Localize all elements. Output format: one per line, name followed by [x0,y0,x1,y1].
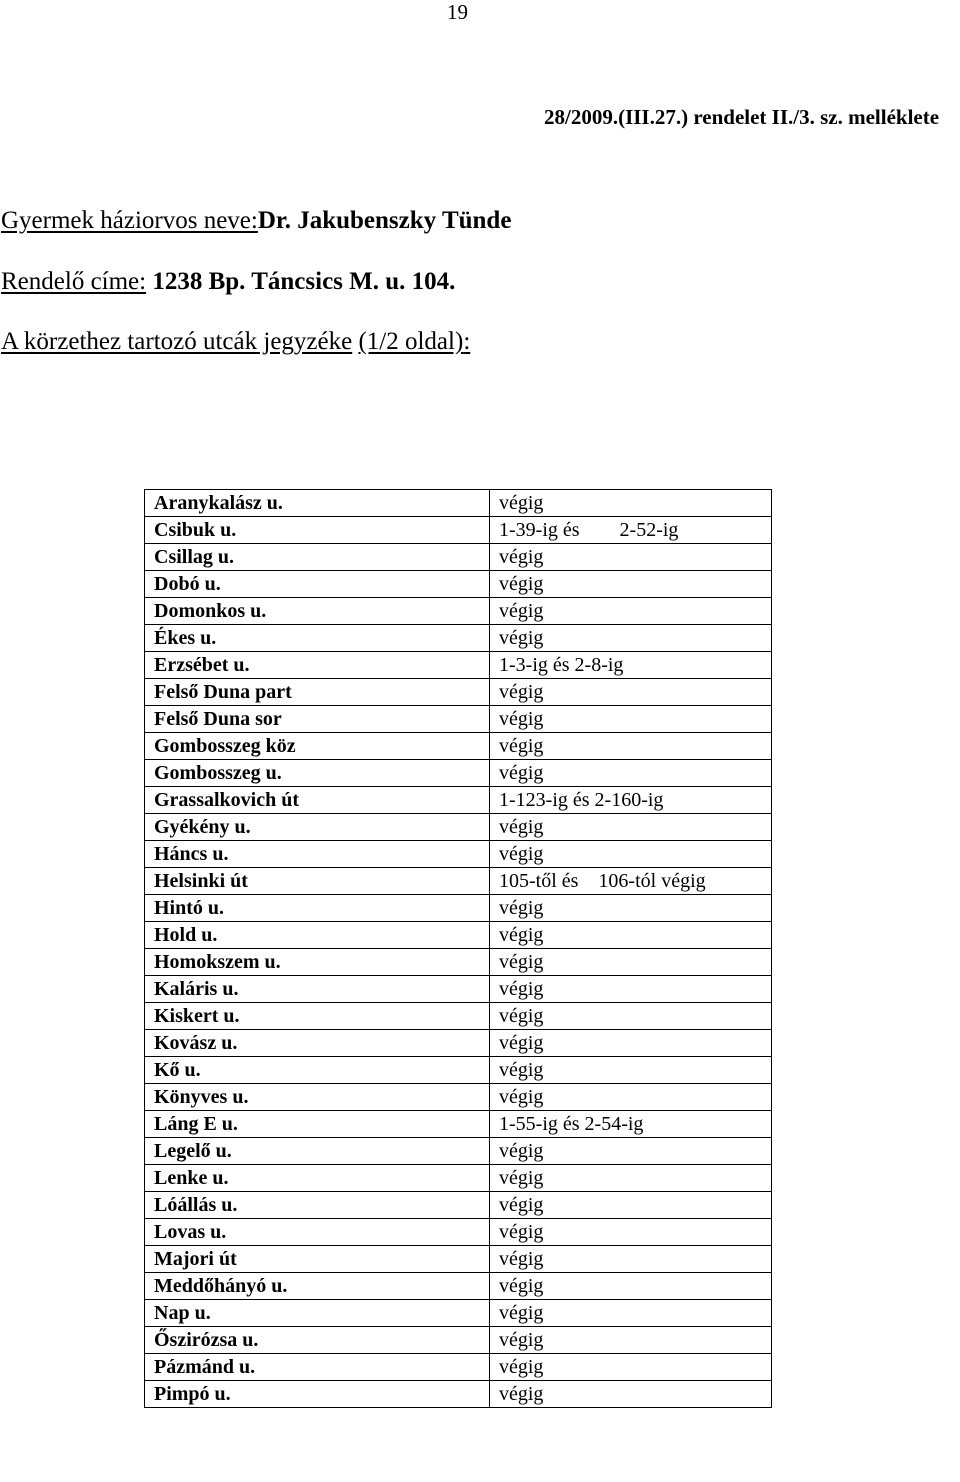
street-name-cell: Könyves u. [145,1084,490,1111]
street-table [144,489,772,1408]
house-number-range-cell: végig [490,490,772,517]
street-name-cell: Pázmánd u. [145,1354,490,1381]
street-name-cell: Dobó u. [145,571,490,598]
street-name-cell: Gombosszeg u. [145,760,490,787]
list-heading-page-info: (1/2 oldal) [358,328,464,355]
house-number-range-cell: végig [490,895,772,922]
table-row [145,1273,772,1300]
table-row [145,1300,772,1327]
street-name-cell: Legelő u. [145,1138,490,1165]
street-name-cell: Kovász u. [145,1030,490,1057]
street-name-cell: Ékes u. [145,625,490,652]
street-name-cell: Hintó u. [145,895,490,922]
house-number-range-cell: végig [490,598,772,625]
table-row [145,1138,772,1165]
house-number-range-cell: végig [490,1273,772,1300]
table-row [145,1219,772,1246]
street-name-cell: Kiskert u. [145,1003,490,1030]
street-name-cell: Lenke u. [145,1165,490,1192]
street-list-heading [1,327,470,357]
house-number-range-cell: végig [490,571,772,598]
table-row [145,733,772,760]
street-name-cell: Erzsébet u. [145,652,490,679]
table-row [145,1246,772,1273]
street-name-cell: Aranykalász u. [145,490,490,517]
house-number-range-cell: végig [490,544,772,571]
table-row [145,1057,772,1084]
house-number-range-cell: végig [490,760,772,787]
table-row [145,976,772,1003]
table-row [145,1381,772,1408]
house-number-range-cell: végig [490,1138,772,1165]
office-address: 1238 Bp. Táncsics M. u. 104. [152,268,456,295]
table-row [145,652,772,679]
decree-reference: 28/2009.(III.27.) rendelet II./3. sz. melléklete [544,105,940,129]
table-row [145,1327,772,1354]
street-name-cell: Grassalkovich út [145,787,490,814]
street-name-cell: Csibuk u. [145,517,490,544]
street-name-cell: Kaláris u. [145,976,490,1003]
house-number-range-cell: végig [490,922,772,949]
list-heading-label: A körzethez tartozó utcák jegyzéke [1,328,353,355]
street-name-cell: Lovas u. [145,1219,490,1246]
house-number-range-cell: végig [490,1219,772,1246]
doctor-name: Dr. Jakubenszky Tünde [257,207,512,234]
house-number-range-cell: végig [490,1084,772,1111]
house-number-range-cell: 1-39-ig és 2-52-ig [490,517,772,544]
street-name-cell: Gyékény u. [145,814,490,841]
doctor-line [1,206,511,236]
house-number-range-cell: végig [490,841,772,868]
table-row [145,1111,772,1138]
house-number-range-cell: végig [490,814,772,841]
house-number-range-cell: végig [490,949,772,976]
street-name-cell: Háncs u. [145,841,490,868]
street-name-cell: Gombosszeg köz [145,733,490,760]
house-number-range-cell: végig [490,1246,772,1273]
house-number-range-cell: végig [490,1030,772,1057]
street-table-body [145,490,772,1408]
table-row [145,949,772,976]
house-number-range-cell: 1-55-ig és 2-54-ig [490,1111,772,1138]
street-name-cell: Kő u. [145,1057,490,1084]
house-number-range-cell: végig [490,625,772,652]
office-address-line [1,267,455,297]
house-number-range-cell: 1-3-ig és 2-8-ig [490,652,772,679]
table-row [145,1030,772,1057]
street-name-cell: Felső Duna sor [145,706,490,733]
office-label: Rendelő címe: [1,268,147,295]
house-number-range-cell: végig [490,1354,772,1381]
list-heading-suffix: : [463,328,471,355]
house-number-range-cell: végig [490,1300,772,1327]
house-number-range-cell: 105-től és 106-tól végig [490,868,772,895]
table-row [145,760,772,787]
table-row [145,814,772,841]
table-row [145,922,772,949]
street-name-cell: Pimpó u. [145,1381,490,1408]
street-name-cell: Majori út [145,1246,490,1273]
table-row [145,706,772,733]
table-row [145,787,772,814]
table-row [145,1165,772,1192]
table-row [145,517,772,544]
street-name-cell: Meddőhányó u. [145,1273,490,1300]
house-number-range-cell: 1-123-ig és 2-160-ig [490,787,772,814]
table-row [145,1084,772,1111]
street-name-cell: Nap u. [145,1300,490,1327]
table-row [145,1003,772,1030]
street-name-cell: Domonkos u. [145,598,490,625]
table-row [145,598,772,625]
street-name-cell: Helsinki út [145,868,490,895]
house-number-range-cell: végig [490,1327,772,1354]
table-row [145,625,772,652]
street-name-cell: Felső Duna part [145,679,490,706]
table-row [145,1192,772,1219]
table-row [145,679,772,706]
house-number-range-cell: végig [490,1381,772,1408]
house-number-range-cell: végig [490,733,772,760]
page-number: 19 [447,0,468,24]
house-number-range-cell: végig [490,706,772,733]
house-number-range-cell: végig [490,1003,772,1030]
street-name-cell: Homokszem u. [145,949,490,976]
table-row [145,895,772,922]
table-row [145,571,772,598]
house-number-range-cell: végig [490,976,772,1003]
house-number-range-cell: végig [490,1057,772,1084]
street-name-cell: Lóállás u. [145,1192,490,1219]
street-name-cell: Láng E u. [145,1111,490,1138]
table-row [145,868,772,895]
table-row [145,841,772,868]
table-row [145,544,772,571]
table-row [145,1354,772,1381]
house-number-range-cell: végig [490,1165,772,1192]
street-name-cell: Csillag u. [145,544,490,571]
house-number-range-cell: végig [490,1192,772,1219]
table-row [145,490,772,517]
house-number-range-cell: végig [490,679,772,706]
street-name-cell: Hold u. [145,922,490,949]
doctor-label: Gyermek háziorvos neve: [1,207,258,234]
street-name-cell: Őszirózsa u. [145,1327,490,1354]
